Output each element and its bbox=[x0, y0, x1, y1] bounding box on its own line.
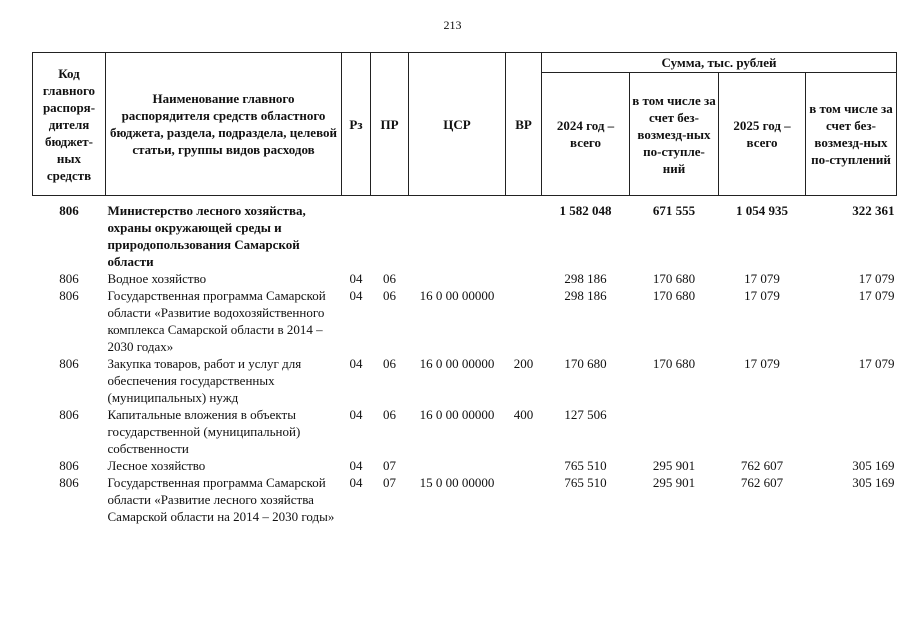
row-grant-2024: 170 680 bbox=[652, 288, 696, 303]
row-total-2024: 298 186 bbox=[564, 288, 607, 303]
row-code: 806 bbox=[59, 203, 79, 218]
row-total-2025: 1 054 935 bbox=[736, 203, 788, 218]
row-csr: 16 0 00 00000 bbox=[419, 288, 495, 303]
row-pr: 06 bbox=[383, 407, 396, 422]
row-code: 806 bbox=[59, 458, 79, 473]
table-row bbox=[33, 457, 897, 474]
row-total-2025: 17 079 bbox=[744, 356, 780, 371]
row-grant-2024: 295 901 bbox=[652, 475, 696, 490]
table-row bbox=[33, 406, 897, 457]
table-body bbox=[33, 196, 897, 526]
row-total-2025: 762 607 bbox=[740, 458, 784, 473]
row-csr: 16 0 00 00000 bbox=[419, 407, 495, 422]
row-name: Государственная программа Самарской области «Развитие водохозяйственного комплекса Самарской области в 2014 – 2030 годах» bbox=[107, 288, 326, 354]
header-total-2025: 2025 год – всего bbox=[719, 73, 806, 196]
row-csr bbox=[409, 202, 506, 270]
row-total-2024: 127 506 bbox=[564, 407, 607, 422]
header-vr: ВР bbox=[506, 53, 542, 196]
table-row bbox=[33, 355, 897, 406]
row-total-2024: 170 680 bbox=[564, 356, 607, 371]
header-rz: Рз bbox=[342, 53, 371, 196]
row-code: 806 bbox=[59, 288, 79, 303]
row-grant-2024: 671 555 bbox=[652, 203, 696, 218]
row-name: Капитальные вложения в объекты государственной (муниципальной) собственности bbox=[107, 407, 301, 456]
row-rz: 04 bbox=[349, 458, 363, 473]
table-row bbox=[33, 270, 897, 287]
row-name: Министерство лесного хозяйства, охраны окружающей среды и природопользования Самарской области bbox=[107, 203, 306, 269]
row-total-2024: 765 510 bbox=[564, 475, 607, 490]
header-total-2024: 2024 год – всего bbox=[542, 73, 630, 196]
row-vr bbox=[506, 270, 542, 287]
row-vr bbox=[506, 474, 542, 525]
row-grant-2025: 17 079 bbox=[858, 356, 895, 371]
budget-table bbox=[32, 52, 897, 525]
row-rz: 04 bbox=[349, 407, 363, 422]
row-pr bbox=[371, 202, 409, 270]
row-code: 806 bbox=[59, 407, 79, 422]
row-name: Водное хозяйство bbox=[107, 271, 207, 286]
row-pr: 06 bbox=[383, 356, 396, 371]
row-total-2025: 762 607 bbox=[740, 475, 784, 490]
row-rz: 04 bbox=[349, 475, 363, 490]
row-name: Закупка товаров, работ и услуг для обеспечения государственных (муниципальных) нужд bbox=[107, 356, 302, 405]
header-pr: ПР bbox=[371, 53, 409, 196]
row-grant-2025: 17 079 bbox=[858, 271, 895, 286]
row-vr: 200 bbox=[513, 356, 534, 371]
row-rz: 04 bbox=[349, 288, 363, 303]
header-grant-2025: в том числе за счет без-возмезд-ных по-ступлений bbox=[806, 73, 897, 196]
row-total-2025 bbox=[719, 406, 806, 457]
row-csr bbox=[409, 270, 506, 287]
table-header bbox=[33, 53, 897, 196]
header-sum-group: Сумма, тыс. рублей bbox=[542, 53, 897, 73]
row-grant-2024: 295 901 bbox=[652, 458, 696, 473]
row-csr: 16 0 00 00000 bbox=[419, 356, 495, 371]
row-grant-2024: 170 680 bbox=[652, 356, 696, 371]
row-pr: 06 bbox=[383, 271, 396, 286]
row-pr: 07 bbox=[383, 458, 396, 473]
header-name: Наименование главного распорядителя средств областного бюджета, раздела, подраздела, целевой статьи, группы видов расходов bbox=[106, 53, 342, 196]
row-total-2024: 298 186 bbox=[564, 271, 607, 286]
row-name: Государственная программа Самарской области «Развитие лесного хозяйства Самарской области на 2014 – 2030 годы» bbox=[107, 475, 335, 524]
page-number: 213 bbox=[443, 18, 462, 32]
row-vr bbox=[506, 457, 542, 474]
row-vr bbox=[506, 287, 542, 355]
row-grant-2025: 17 079 bbox=[858, 288, 895, 303]
row-csr: 15 0 00 00000 bbox=[419, 475, 495, 490]
row-grant-2025 bbox=[806, 406, 897, 457]
row-grant-2024: 170 680 bbox=[652, 271, 696, 286]
table-row bbox=[33, 202, 897, 270]
row-vr bbox=[506, 202, 542, 270]
row-grant-2024 bbox=[630, 406, 719, 457]
row-total-2024: 1 582 048 bbox=[559, 203, 612, 218]
row-grant-2025: 322 361 bbox=[852, 203, 895, 218]
row-vr: 400 bbox=[513, 407, 534, 422]
row-pr: 06 bbox=[383, 288, 396, 303]
header-grant-2024: в том числе за счет без-возмезд-ных по-ступле-ний bbox=[630, 73, 719, 196]
row-code: 806 bbox=[59, 271, 79, 286]
header-csr: ЦСР bbox=[409, 53, 506, 196]
row-rz: 04 bbox=[349, 356, 363, 371]
row-grant-2025: 305 169 bbox=[852, 475, 895, 490]
row-csr bbox=[409, 457, 506, 474]
row-rz: 04 bbox=[349, 271, 363, 286]
table-row bbox=[33, 474, 897, 525]
row-code: 806 bbox=[59, 356, 79, 371]
row-name: Лесное хозяйство bbox=[107, 458, 206, 473]
row-rz bbox=[342, 202, 371, 270]
table-row bbox=[33, 287, 897, 355]
row-total-2025: 17 079 bbox=[744, 271, 780, 286]
header-code: Код главного распоря-дителя бюджет-ных средств bbox=[33, 53, 106, 196]
row-pr: 07 bbox=[383, 475, 396, 490]
row-total-2024: 765 510 bbox=[564, 458, 607, 473]
row-total-2025: 17 079 bbox=[744, 288, 780, 303]
row-code: 806 bbox=[59, 475, 79, 490]
row-grant-2025: 305 169 bbox=[852, 458, 895, 473]
